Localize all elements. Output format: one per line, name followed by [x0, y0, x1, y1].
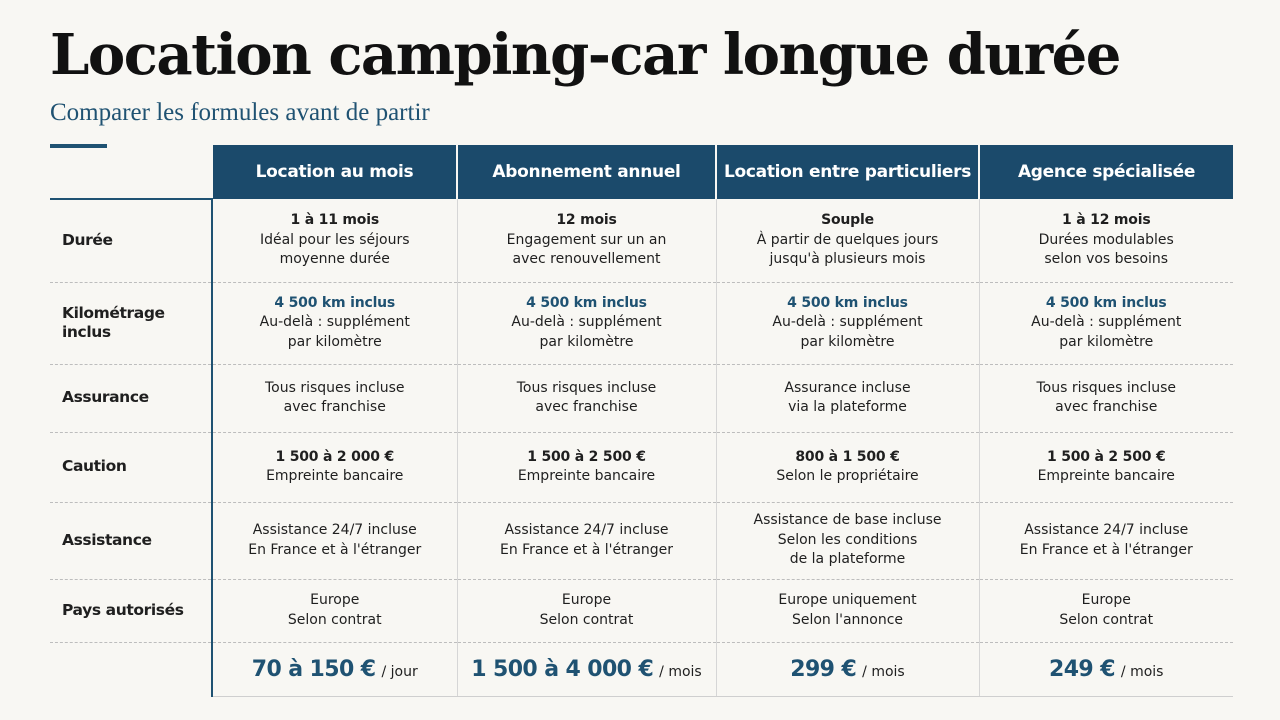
cell-highlight: 12 mois — [556, 212, 617, 228]
cell-text: Empreinte bancaire — [517, 468, 656, 484]
cell-text: Tous risques incluse — [1036, 379, 1177, 396]
cell-highlight: 4 500 km inclus — [274, 294, 396, 311]
price-value: 249 € — [1049, 656, 1115, 682]
table-cell — [457, 364, 716, 432]
price-cell — [716, 642, 979, 696]
table-cell — [457, 282, 716, 364]
table-cell — [979, 432, 1233, 502]
table-row — [50, 364, 1233, 432]
table-cell — [716, 579, 979, 642]
cell-text: Au-delà : supplément — [1031, 314, 1182, 331]
cell-highlight: 1 à 12 mois — [1062, 212, 1151, 228]
row-label: Kilométrage inclus — [50, 282, 212, 364]
table-cell — [212, 579, 457, 642]
table-cell — [457, 199, 716, 282]
row-label: Assistance — [50, 502, 212, 579]
cell-text: Europe — [1081, 592, 1131, 608]
cell-text: Selon les conditions — [777, 531, 918, 548]
cell-highlight: 4 500 km inclus — [1045, 294, 1167, 311]
table-cell — [979, 282, 1233, 364]
cell-text: En France et à l'étranger — [1019, 541, 1193, 558]
cell-text: Selon contrat — [287, 611, 382, 628]
header-corner — [50, 145, 212, 199]
table-cell — [716, 199, 979, 282]
cell-text: par kilomètre — [800, 333, 895, 350]
table-cell — [716, 282, 979, 364]
cell-text: En France et à l'étranger — [248, 541, 422, 558]
cell-highlight: 4 500 km inclus — [526, 294, 647, 311]
price-cell — [979, 642, 1233, 696]
table-cell — [212, 432, 457, 502]
cell-text: Assistance 24/7 incluse — [504, 522, 669, 538]
cell-text: À partir de quelques jours — [756, 231, 939, 248]
row-label: Pays autorisés — [50, 579, 212, 642]
row-label: Caution — [50, 432, 212, 502]
cell-text: avec renouvellement — [512, 251, 661, 267]
table-cell — [212, 282, 457, 364]
table-cell — [212, 364, 457, 432]
price-value: 70 à 150 € — [251, 656, 376, 682]
table-cell — [212, 502, 457, 579]
cell-highlight: 800 à 1 500 € — [795, 448, 900, 465]
cell-text: Idéal pour les séjours — [259, 231, 410, 248]
price-cell — [457, 642, 716, 696]
cell-text: Engagement sur un an — [506, 231, 667, 248]
table-row — [50, 579, 1233, 642]
column-header: Location au mois — [212, 145, 457, 199]
cell-highlight: 1 500 à 2 500 € — [527, 448, 646, 465]
table-cell — [716, 432, 979, 502]
table-cell — [979, 579, 1233, 642]
price-cell — [212, 642, 457, 696]
table-cell — [716, 502, 979, 579]
table-cell — [457, 432, 716, 502]
cell-text: par kilomètre — [1059, 333, 1154, 350]
table-row — [50, 282, 1233, 364]
price-value: 1 500 à 4 000 € — [471, 656, 654, 682]
cell-text: Au-delà : supplément — [259, 314, 410, 331]
cell-text: avec franchise — [283, 399, 386, 415]
table-cell — [212, 199, 457, 282]
cell-highlight: 1 500 à 2 500 € — [1047, 448, 1166, 465]
table-cell — [979, 502, 1233, 579]
cell-highlight: 1 500 à 2 000 € — [275, 448, 394, 465]
cell-text: Assistance 24/7 incluse — [1024, 522, 1189, 538]
column-header: Abonnement annuel — [457, 145, 716, 199]
table-row — [50, 502, 1233, 579]
cell-text: avec franchise — [1055, 399, 1158, 415]
cell-text: Tous risques incluse — [264, 379, 405, 396]
cell-text: Empreinte bancaire — [1037, 468, 1175, 484]
cell-text: Selon contrat — [1059, 611, 1154, 628]
cell-text: Au-delà : supplément — [772, 314, 923, 331]
cell-text: par kilomètre — [287, 333, 382, 350]
cell-text: de la plateforme — [789, 551, 906, 568]
cell-text: moyenne durée — [279, 251, 390, 267]
cell-text: Selon l'annonce — [791, 611, 904, 628]
page-title: Location camping-car longue durée — [50, 22, 1120, 88]
cell-text: Empreinte bancaire — [266, 468, 404, 484]
price-row-label — [50, 642, 212, 696]
row-label: Durée — [50, 199, 212, 282]
column-header: Agence spécialisée — [979, 145, 1233, 199]
table-cell — [457, 579, 716, 642]
comparison-table — [50, 145, 1233, 697]
price-row — [50, 642, 1233, 696]
cell-text: jusqu'à plusieurs mois — [769, 251, 926, 267]
table-row — [50, 432, 1233, 502]
row-label: Assurance — [50, 364, 212, 432]
table-cell — [716, 364, 979, 432]
cell-text: Europe — [561, 592, 612, 608]
cell-text: Durées modulables — [1038, 231, 1174, 248]
price-unit: / mois — [659, 663, 702, 680]
table-header-row — [50, 145, 1233, 199]
cell-text: Selon le propriétaire — [776, 468, 919, 484]
cell-text: Assistance de base incluse — [753, 512, 942, 529]
table-cell — [979, 199, 1233, 282]
cell-text: Assistance 24/7 incluse — [252, 522, 417, 538]
price-unit: / jour — [381, 663, 418, 680]
cell-text: Tous risques incluse — [516, 379, 657, 396]
cell-text: via la plateforme — [788, 399, 907, 415]
price-unit: / mois — [1120, 663, 1164, 680]
cell-text: Assurance incluse — [784, 379, 911, 396]
cell-text: selon vos besoins — [1044, 251, 1169, 267]
cell-text: Europe — [310, 592, 360, 608]
price-unit: / mois — [862, 663, 905, 680]
page-subtitle: Comparer les formules avant de partir — [50, 99, 430, 126]
cell-text: par kilomètre — [539, 333, 634, 350]
cell-text: Europe uniquement — [778, 592, 917, 608]
table-row — [50, 199, 1233, 282]
table-cell — [979, 364, 1233, 432]
cell-highlight: Souple — [821, 212, 874, 228]
column-header: Location entre particuliers — [716, 145, 979, 199]
cell-text: avec franchise — [535, 399, 638, 415]
cell-highlight: 1 à 11 mois — [290, 212, 379, 228]
cell-highlight: 4 500 km inclus — [787, 294, 908, 311]
price-value: 299 € — [790, 656, 857, 682]
cell-text: Selon contrat — [539, 611, 634, 628]
table-cell — [457, 502, 716, 579]
cell-text: En France et à l'étranger — [499, 541, 674, 558]
cell-text: Au-delà : supplément — [511, 314, 662, 331]
